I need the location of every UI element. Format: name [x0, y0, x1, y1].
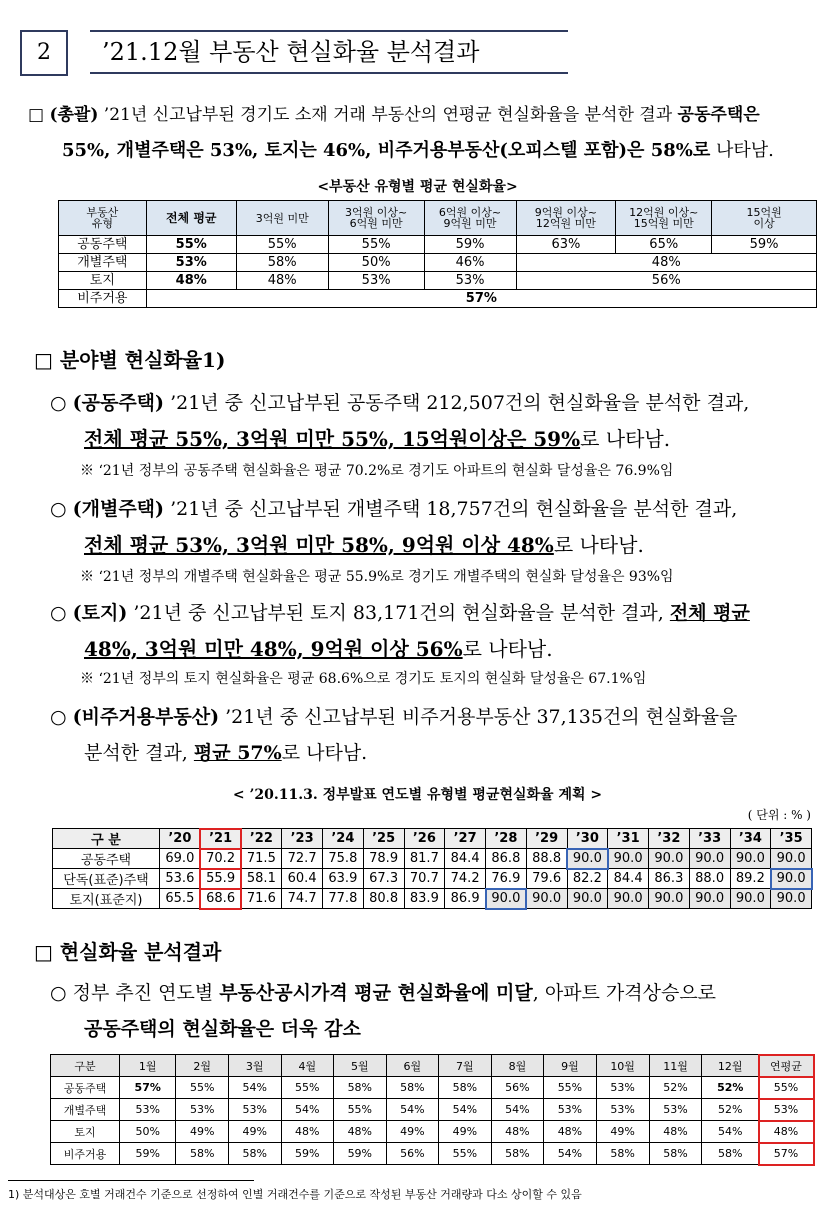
table-cell: 65%	[616, 236, 712, 254]
item-emph: 전체 평균	[669, 602, 750, 624]
table-header-cell: ’28	[486, 829, 527, 849]
table-header-cell: 전체 평균	[146, 201, 236, 236]
item-house	[50, 492, 830, 526]
section2-text: , 아파트 가격상승으로	[532, 982, 717, 1004]
table-cell: 48%	[759, 1121, 814, 1143]
table-header-row	[59, 201, 817, 236]
table-header-cell: 15억원 이상	[712, 201, 817, 236]
summary-paragraph	[28, 100, 828, 130]
table-cell: 58%	[491, 1143, 544, 1165]
table-cell: 54%	[386, 1099, 439, 1121]
realization-by-type-table	[58, 200, 817, 308]
table-cell: 59%	[120, 1143, 176, 1165]
table-cell: 81.7	[404, 849, 445, 869]
table-cell: 83.9	[404, 889, 445, 909]
table-cell: 48%	[334, 1121, 387, 1143]
item-text: ’21년 중 신고납부된 비주거용부동산 37,135건의 현실화율을	[219, 706, 738, 728]
table-row	[51, 1099, 814, 1121]
table-cell: 49%	[439, 1121, 492, 1143]
table-cell: 49%	[386, 1121, 439, 1143]
table-cell: 80.8	[363, 889, 404, 909]
table-cell: 90.0	[649, 849, 690, 869]
table-header-row	[51, 1055, 814, 1077]
table-cell: 46%	[424, 254, 516, 272]
table-cell: 70.7	[404, 869, 445, 889]
table-cell: 52%	[702, 1077, 759, 1099]
table-cell: 54%	[702, 1121, 759, 1143]
table-cell: 57%	[120, 1077, 176, 1099]
table-cell: 74.2	[445, 869, 486, 889]
table-cell: 58%	[439, 1077, 492, 1099]
item-emph: 전체 평균 55%, 3억원 미만 55%, 15억원이상은 59%	[84, 427, 581, 451]
table-cell: 54%	[281, 1099, 334, 1121]
table-cell: 58%	[702, 1143, 759, 1165]
table-cell: 90.0	[730, 889, 771, 909]
table-cell: 90.0	[730, 849, 771, 869]
table-cell: 48%	[491, 1121, 544, 1143]
table-cell: 90.0	[689, 849, 730, 869]
table-row	[53, 889, 812, 909]
table-cell: 76.9	[486, 869, 527, 889]
table-cell: 48%	[236, 272, 328, 290]
item-label: (비주거용부동산)	[72, 706, 220, 728]
table-cell: 53%	[544, 1099, 597, 1121]
table-cell: 개별주택	[51, 1099, 120, 1121]
summary-text-2: 나타남.	[710, 140, 774, 161]
table-cell: 50%	[120, 1121, 176, 1143]
item-nonresidential	[50, 700, 830, 734]
table-cell: 63%	[516, 236, 616, 254]
section2-line2: 공동주택의 현실화율은 더욱 감소	[84, 1018, 361, 1040]
item-label: (개별주택)	[72, 498, 165, 520]
table-cell: 86.3	[649, 869, 690, 889]
table-cell: 토지	[51, 1121, 120, 1143]
table-cell: 48%	[281, 1121, 334, 1143]
gov-plan-table	[52, 828, 812, 909]
table-cell: 86.8	[486, 849, 527, 869]
table-cell: 55%	[328, 236, 424, 254]
table-cell: 50%	[328, 254, 424, 272]
table-cell: 90.0	[526, 889, 567, 909]
table-row	[53, 849, 812, 869]
monthly-realization-table	[50, 1054, 814, 1165]
table-cell: 69.0	[160, 849, 201, 869]
item-land-note: ※ ‘21년 정부의 토지 현실화율은 평균 68.6%으로 경기도 토지의 현실화 달성율은 67.1%임	[80, 671, 647, 687]
table-row	[59, 272, 817, 290]
table-cell: 86.9	[445, 889, 486, 909]
table-header-cell: 3억원 미만	[236, 201, 328, 236]
section2-line1	[50, 976, 830, 1010]
table-header-cell: ’29	[526, 829, 567, 849]
table-cell: 단독(표준)주택	[53, 869, 160, 889]
table-cell: 75.8	[323, 849, 364, 869]
table2-unit: ( 단위 : % )	[747, 808, 811, 822]
section2-text: ○ 정부 추진 연도별	[50, 982, 220, 1004]
item-label: (토지)	[72, 602, 128, 624]
item-label: (공동주택)	[72, 392, 165, 414]
summary-text-1: ’21년 신고납부된 경기도 소재 거래 부동산의 연평균 현실화율을 분석한 결과	[98, 105, 678, 125]
item-house-note: ※ ‘21년 정부의 개별주택 현실화율은 평균 55.9%로 경기도 개별주택의 현실화 달성율은 93%임	[80, 569, 674, 585]
table-cell: 90.0	[608, 849, 649, 869]
item-bullet: ○	[50, 706, 73, 728]
table-cell: 공동주택	[59, 236, 147, 254]
table-cell: 90.0	[567, 849, 608, 869]
item-apartment-line2	[84, 422, 824, 456]
table-cell: 56%	[491, 1077, 544, 1099]
table-cell: 54%	[491, 1099, 544, 1121]
item-text: ’21년 중 신고납부된 개별주택 18,757건의 현실화율을 분석한 결과,	[164, 498, 738, 520]
table-cell: 49%	[228, 1121, 281, 1143]
table-cell: 55%	[334, 1099, 387, 1121]
item-apartment	[50, 386, 830, 420]
table-cell: 공동주택	[53, 849, 160, 869]
table-header-cell: ’34	[730, 829, 771, 849]
table-cell: 82.2	[567, 869, 608, 889]
table-header-cell: ’24	[323, 829, 364, 849]
item-apartment-note: ※ ‘21년 정부의 공동주택 현실화율은 평균 70.2%로 경기도 아파트의 현실화 달성율은 76.9%임	[80, 463, 674, 479]
table-header-cell: 구분	[51, 1055, 120, 1077]
table-header-cell: 6월	[386, 1055, 439, 1077]
table-cell: 72.7	[282, 849, 323, 869]
table-cell: 53%	[649, 1099, 702, 1121]
table-cell: 55%	[176, 1077, 229, 1099]
table-header-cell: 구 분	[53, 829, 160, 849]
table-cell: 개별주택	[59, 254, 147, 272]
table-cell: 90.0	[608, 889, 649, 909]
table-header-cell: 6억원 이상~ 9억원 미만	[424, 201, 516, 236]
table-cell: 65.5	[160, 889, 201, 909]
table-cell: 53%	[759, 1099, 814, 1121]
table-cell: 53%	[146, 254, 236, 272]
table-cell: 59%	[281, 1143, 334, 1165]
table-header-cell: 4월	[281, 1055, 334, 1077]
table-header-cell: ’20	[160, 829, 201, 849]
table-cell: 53.6	[160, 869, 201, 889]
table-header-cell: 3월	[228, 1055, 281, 1077]
table-cell: 토지(표준지)	[53, 889, 160, 909]
item-house-line2	[84, 528, 824, 562]
page-title: ’21.12월 부동산 현실화율 분석결과	[90, 30, 568, 74]
item-text: ’21년 중 신고납부된 토지 83,171건의 현실화율을 분석한 결과,	[127, 602, 670, 624]
table-cell: 90.0	[771, 869, 812, 889]
summary-label: (총괄)	[49, 105, 99, 125]
table-cell: 53%	[228, 1099, 281, 1121]
table-cell: 58.1	[241, 869, 282, 889]
section1-heading: □ 분야별 현실화율1)	[34, 348, 226, 372]
table-cell: 52%	[649, 1077, 702, 1099]
item-text: 로 나타남.	[281, 742, 368, 764]
table-cell: 55%	[544, 1077, 597, 1099]
table-cell: 58%	[649, 1143, 702, 1165]
table-cell: 53%	[424, 272, 516, 290]
item-text: 로 나타남.	[553, 533, 644, 557]
table-header-cell: 1월	[120, 1055, 176, 1077]
table-header-cell: ’27	[445, 829, 486, 849]
table-cell: 77.8	[323, 889, 364, 909]
table-cell: 55%	[759, 1077, 814, 1099]
table-header-row	[53, 829, 812, 849]
item-nonresidential-line2	[84, 736, 824, 770]
item-text: 로 나타남.	[462, 637, 553, 661]
item-emph: 평균 57%	[193, 742, 282, 764]
table-header-cell: ’23	[282, 829, 323, 849]
section2-emph: 부동산공시가격 평균 현실화율에 미달	[219, 982, 533, 1004]
table-row	[59, 254, 817, 272]
table-cell: 55%	[236, 236, 328, 254]
table-row	[51, 1077, 814, 1099]
table-cell: 59%	[712, 236, 817, 254]
table-row	[59, 236, 817, 254]
table-row	[53, 869, 812, 889]
summary-line2	[62, 136, 832, 166]
table-row	[51, 1121, 814, 1143]
table-header-cell: 2월	[176, 1055, 229, 1077]
table-cell: 53%	[328, 272, 424, 290]
table1-caption: <부동산 유형별 평균 현실화율>	[317, 179, 518, 195]
table-cell: 57%	[759, 1143, 814, 1165]
table-cell: 53%	[596, 1077, 649, 1099]
table-cell: 55%	[146, 236, 236, 254]
item-text: 분석한 결과,	[84, 742, 194, 764]
table-cell: 비주거용	[59, 290, 147, 308]
table-cell: 63.9	[323, 869, 364, 889]
item-bullet: ○	[50, 392, 73, 414]
table-cell: 토지	[59, 272, 147, 290]
table-cell: 48%	[649, 1121, 702, 1143]
table-cell: 58%	[334, 1077, 387, 1099]
table2-caption: < ’20.11.3. 정부발표 연도별 유형별 평균현실화율 계획 >	[232, 787, 603, 803]
section2-heading: □ 현실화율 분석결과	[34, 940, 222, 964]
table-cell: 90.0	[771, 889, 812, 909]
table-cell: 54%	[439, 1099, 492, 1121]
table-header-cell: 9억원 이상~ 12억원 미만	[516, 201, 616, 236]
item-bullet: ○	[50, 498, 73, 520]
table-cell: 58%	[176, 1143, 229, 1165]
table-cell: 84.4	[608, 869, 649, 889]
table-cell: 54%	[228, 1077, 281, 1099]
table-cell: 55.9	[200, 869, 241, 889]
table-header-cell: ’25	[363, 829, 404, 849]
table-cell: 70.2	[200, 849, 241, 869]
table-cell: 84.4	[445, 849, 486, 869]
table-cell: 88.8	[526, 849, 567, 869]
table-header-cell: ’33	[689, 829, 730, 849]
table-row	[51, 1143, 814, 1165]
footnote-divider	[8, 1180, 254, 1181]
table-header-cell: 5월	[334, 1055, 387, 1077]
table-cell: 52%	[702, 1099, 759, 1121]
section-number-box: 2	[20, 30, 68, 76]
table-header-cell: 8월	[491, 1055, 544, 1077]
item-emph: 48%, 3억원 미만 48%, 9억원 이상 56%	[84, 637, 463, 661]
item-land	[50, 596, 830, 630]
table-cell: 54%	[544, 1143, 597, 1165]
table-cell: 57%	[146, 290, 816, 308]
table-cell: 90.0	[689, 889, 730, 909]
table-cell: 53%	[176, 1099, 229, 1121]
table-cell: 90.0	[567, 889, 608, 909]
table-cell: 56%	[386, 1143, 439, 1165]
item-emph: 전체 평균 53%, 3억원 미만 58%, 9억원 이상 48%	[84, 533, 554, 557]
table-header-cell: ’26	[404, 829, 445, 849]
table-header-cell: ’31	[608, 829, 649, 849]
table-header-cell: 9월	[544, 1055, 597, 1077]
table-cell: 68.6	[200, 889, 241, 909]
table-cell: 56%	[516, 272, 817, 290]
table-cell: 비주거용	[51, 1143, 120, 1165]
item-text: ’21년 중 신고납부된 공동주택 212,507건의 현실화율을 분석한 결과,	[164, 392, 750, 414]
table-header-cell: 10월	[596, 1055, 649, 1077]
table-cell: 71.5	[241, 849, 282, 869]
table-cell: 58%	[236, 254, 328, 272]
table-header-cell: 12억원 이상~ 15억원 미만	[616, 201, 712, 236]
table-header-cell: 11월	[649, 1055, 702, 1077]
table-header-cell: 부동산 유형	[59, 201, 147, 236]
table-cell: 60.4	[282, 869, 323, 889]
table-header-cell: ’32	[649, 829, 690, 849]
summary-bullet: □	[28, 105, 45, 125]
table-cell: 88.0	[689, 869, 730, 889]
table-cell: 89.2	[730, 869, 771, 889]
item-text: 로 나타남.	[580, 427, 671, 451]
table-cell: 48%	[544, 1121, 597, 1143]
table-cell: 58%	[386, 1077, 439, 1099]
table-cell: 48%	[516, 254, 817, 272]
table-cell: 90.0	[649, 889, 690, 909]
table-cell: 59%	[424, 236, 516, 254]
table-cell: 74.7	[282, 889, 323, 909]
table-cell: 53%	[596, 1099, 649, 1121]
table-cell: 53%	[120, 1099, 176, 1121]
table-cell: 90.0	[771, 849, 812, 869]
table-cell: 55%	[439, 1143, 492, 1165]
table-cell: 67.3	[363, 869, 404, 889]
table-header-cell: ’21	[200, 829, 241, 849]
table-header-cell: ’35	[771, 829, 812, 849]
summary-emph-1: 공동주택은	[677, 105, 760, 125]
table-header-cell: 12월	[702, 1055, 759, 1077]
footnote: 1) 분석대상은 호별 거래건수 기준으로 선정하여 인별 거래건수를 기준으로 작성된 부동산 거래량과 다소 상이할 수 있음	[8, 1188, 582, 1201]
table-header-cell: ’22	[241, 829, 282, 849]
table-cell: 58%	[228, 1143, 281, 1165]
table-cell: 71.6	[241, 889, 282, 909]
table-header-cell: 7월	[439, 1055, 492, 1077]
table-cell: 48%	[146, 272, 236, 290]
item-land-line2	[84, 632, 824, 666]
table-cell: 공동주택	[51, 1077, 120, 1099]
table-cell: 58%	[596, 1143, 649, 1165]
table-cell: 55%	[281, 1077, 334, 1099]
table-cell: 49%	[596, 1121, 649, 1143]
table-cell: 90.0	[486, 889, 527, 909]
table-cell: 49%	[176, 1121, 229, 1143]
table-cell: 79.6	[526, 869, 567, 889]
table-header-cell: 연평균	[759, 1055, 814, 1077]
table-cell: 59%	[334, 1143, 387, 1165]
table-header-cell: 3억원 이상~ 6억원 미만	[328, 201, 424, 236]
table-row	[59, 290, 817, 308]
table-cell: 78.9	[363, 849, 404, 869]
table-header-cell: ’30	[567, 829, 608, 849]
summary-emph-2: 55%, 개별주택은 53%, 토지는 46%, 비주거용부동산(오피스텔 포함)은 58%로	[62, 140, 711, 161]
item-bullet: ○	[50, 602, 73, 624]
